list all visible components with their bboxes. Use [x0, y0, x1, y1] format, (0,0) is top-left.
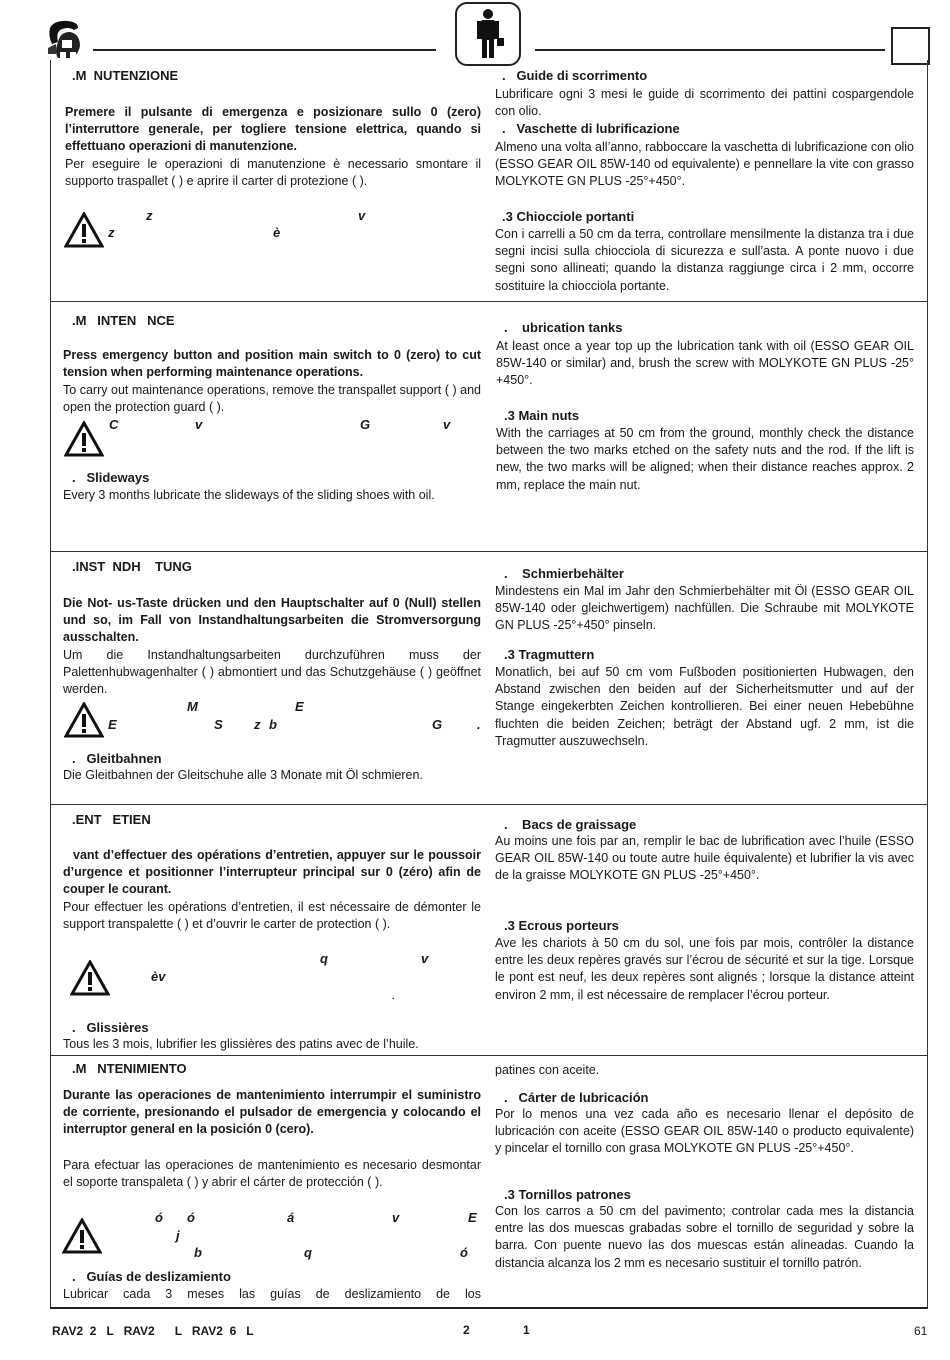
warning-text-it: Premere il pulsante di emergenza e posizionare sullo 0 (zero) l’interruttore generale, per togliere tensione elettrica, quando si effettuano operazioni di manutenzione.: [65, 105, 481, 154]
person-badge: [455, 2, 521, 66]
warning-text-es: Durante las operaciones de mantenimiento interrumpir el suministro de corriente, presionando el pulsador de emergencia y colocando el interruptor general en la posición 0 (cero).: [63, 1088, 481, 1137]
section-title-en: .M INTEN NCE: [72, 313, 175, 328]
nuts-title-es: .3 Tornillos patrones: [504, 1187, 631, 1202]
tanks-text-fr: Au moins une fois par an, remplir le bac de lubrification avec l’huile (ESSO GEAR OIL 85W-140 ou toute autre huile équivalente) et lubrifier la vis avec de la graisse MOLYKOTE GN PLUS -25°+450°.: [495, 834, 914, 883]
section-title-de: .INST NDH TUNG: [72, 559, 192, 574]
intro-text-fr: Pour effectuer les opérations d’entretien, il est nécessaire de démonter le support transpalette ( ) et d’ouvrir le carter de protection ( ).: [63, 900, 481, 932]
slideways-text-de: Die Gleitbahnen der Gleitschuhe alle 3 Monate mit Öl schmieren.: [63, 768, 423, 782]
warning-text-fr: vant d’effectuer des opérations d’entretien, appuyer sur le poussoir d’urgence et positionner l’interrupteur principal sur 0 (zéro) afin de couper le courant.: [63, 848, 481, 897]
nuts-text-en: With the carriages at 50 cm from the ground, monthly check the distance between the two marks etched on the safety nuts and the rod. If the lift is new, the two marks will be aligned; when their distance reaches approx. 2 mm, replace the main nut.: [496, 426, 914, 492]
frame-left: [50, 60, 51, 1308]
frame-bottom: [50, 1307, 928, 1309]
warning-fragment: v: [421, 951, 429, 966]
guides-title-it: . Guide di scorrimento: [502, 68, 648, 83]
header-rule-right: [535, 49, 885, 51]
tanks-title-es: . Cárter de lubricación: [504, 1090, 649, 1105]
warning-triangle-icon: [70, 960, 110, 996]
nuts-title-en: .3 Main nuts: [504, 408, 580, 423]
divider-4: [50, 1055, 928, 1056]
footer-models: RAV2 2 L RAV2 L RAV2 6 L: [52, 1324, 254, 1338]
slideways-text-fr: Tous les 3 mois, lubrifier les glissières des patins avec de l’huile.: [63, 1037, 419, 1051]
section-title-es: .M NTENIMIENTO: [72, 1061, 187, 1076]
intro-text-es: Para efectuar las operaciones de mantenimiento es necesario desmontar el soporte transpaleta ( ) y abrir el cárter de protección ( ).: [63, 1158, 481, 1190]
nuts-title-it: .3 Chiocciole portanti: [502, 209, 635, 224]
intro-text-it: Per eseguire le operazioni di manutenzione è necessario smontare il supporto traspallet ( ) e aprire il carter di protezione ( ).: [65, 157, 481, 189]
tanks-title-it: . Vaschette di lubrificazione: [502, 121, 680, 136]
warning-triangle-icon: [64, 702, 104, 738]
tanks-text-de: Mindestens ein Mal im Jahr den Schmierbehälter mit Öl (ESSO GEAR OIL 85W-140 oder gleichwertigem) nachfüllen. Die Schraube mit MOLYKOTE GN PLUS -25°+450° pinseln.: [495, 584, 914, 633]
warning-fragment: G: [360, 417, 371, 432]
warning-fragment: q: [304, 1245, 312, 1260]
nuts-title-fr: .3 Ecrous porteurs: [504, 918, 619, 933]
operator-figure-icon: [457, 4, 519, 64]
section-title-fr: .ENT ETIEN: [72, 812, 151, 827]
warning-fragment: ó: [187, 1210, 195, 1225]
slideways-title-en: . Slideways: [72, 470, 150, 485]
warning-triangle-icon: [62, 1218, 102, 1254]
slideways-title-es: . Guías de deslizamiento: [72, 1269, 231, 1284]
intro-text-en: To carry out maintenance operations, remove the transpallet support ( ) and open the protection guard ( ).: [63, 383, 481, 415]
warning-fragment: z: [254, 717, 261, 732]
divider-3: [50, 804, 928, 805]
header-rule-left: [93, 49, 436, 51]
warning-fragment: è: [273, 225, 281, 240]
tanks-title-fr: . Bacs de graissage: [504, 817, 637, 832]
intro-text-de: Um die Instandhaltungsarbeiten durchzuführen muss der Palettenhubwagenhalter ( ) abmontiert und das Schutzgehäuse ( ) geöffnet werden.: [63, 648, 481, 697]
warning-fragment: v: [392, 1210, 400, 1225]
warning-fragment: v: [358, 208, 366, 223]
slideways-text-es: Lubricar cada 3 meses las guías de deslizamiento de los: [63, 1287, 481, 1301]
warning-fragment: z: [146, 208, 153, 223]
warning-fragment: M: [187, 699, 198, 714]
guides-text-it: Lubrificare ogni 3 mesi le guide di scorrimento dei pattini cospargendole con olio.: [495, 87, 914, 119]
divider-1: [50, 301, 928, 302]
warning-triangle-icon: [64, 212, 104, 248]
tanks-title-de: . Schmierbehälter: [504, 566, 624, 581]
warning-fragment: á: [287, 1210, 295, 1225]
tanks-text-it: Almeno una volta all’anno, rabboccare la vaschetta di lubrificazione con olio (ESSO GEAR OIL 85W-140 od equivalente) e pennellare la vite con grasso MOLYKOTE GN PLUS -25°+450°.: [495, 140, 915, 189]
slideways-cont-es: patines con aceite.: [495, 1063, 600, 1077]
warning-text-en: Press emergency button and position main switch to 0 (zero) to cut tension when performing maintenance operations.: [63, 348, 481, 380]
warning-fragment: .: [392, 987, 396, 1002]
warning-fragment: ó: [460, 1245, 468, 1260]
warning-fragment: E: [468, 1210, 477, 1225]
warning-fragment: b: [269, 717, 277, 732]
logo: [44, 18, 86, 62]
footer-mark-left: 2: [463, 1323, 470, 1337]
tanks-text-en: At least once a year top up the lubrication tank with oil (ESSO GEAR OIL 85W-140 or similar) and, brush the screw with MOLYKOTE GN PLUS -25°+450°.: [496, 339, 914, 388]
warning-fragment: G: [432, 717, 443, 732]
nuts-text-de: Monatlich, bei auf 50 cm vom Fußboden positionierten Hubwagen, den Abstand zwischen den beiden auf der Sicherheitsmutter und auf der Stange eingekerbten Zeichen kontrollieren. Bei einer neuen Hebebühne fluchten die beiden Zeichen; beträgt der Abstand ugf. 2 mm, ist die Tragmutter auszuwechseln.: [495, 665, 914, 748]
tanks-text-es: Por lo menos una vez cada año es necesario llenar el depósito de lubricación con aceite (ESSO GEAR OIL 85W-140 o producto equivalente) y pincelar el tornillo con grasa MOLYKOTE GN PLUS -25°+450°.: [495, 1107, 914, 1156]
warning-fragment: v: [443, 417, 451, 432]
warning-text-de: Die Not- us-Taste drücken und den Hauptschalter auf 0 (Null) stellen und so, im Fall von Instandhaltungsarbeiten die Stromversorgung ausschalten.: [63, 596, 481, 645]
divider-2: [50, 551, 928, 552]
nuts-title-de: .3 Tragmuttern: [504, 647, 595, 662]
warning-fragment: .: [477, 717, 481, 732]
warning-fragment: E: [295, 699, 304, 714]
mechanic-head-logo-icon: [44, 18, 86, 62]
warning-fragment: v: [195, 417, 203, 432]
warning-fragment: èv: [151, 969, 166, 984]
warning-fragment: C: [109, 417, 119, 432]
section-title-it: .M NUTENZIONE: [72, 68, 179, 83]
slideways-title-de: . Gleitbahnen: [72, 751, 162, 766]
warning-fragment: b: [194, 1245, 202, 1260]
warning-fragment: z: [108, 225, 115, 240]
page-number: 61: [914, 1324, 928, 1338]
warning-fragment: j: [176, 1228, 180, 1243]
tanks-title-en: . ubrication tanks: [504, 320, 623, 335]
warning-fragment: ó: [155, 1210, 163, 1225]
slideways-title-fr: . Glissières: [72, 1020, 149, 1035]
warning-fragment: S: [214, 717, 223, 732]
footer-mark-right: 1: [523, 1323, 530, 1337]
nuts-text-fr: Ave les chariots à 50 cm du sol, une fois par mois, contrôler la distance entre les deux repères gravés sur l’écrou de sécurité et sur la tige. Lorsque le pont est neuf, les deux repères sont alignés ; lorsque la distance atteint environ 2 mm, il est nécessaire de remplacer l’écrou porteur.: [495, 936, 914, 1002]
nuts-text-es: Con los carros a 50 cm del pavimento; controlar cada mes la distancia entre las dos muescas grabadas sobre el tornillo de seguridad y sobre la barra. Con puente nuevo las dos muescas están alineadas. Cuando la distancia alcanza los 2 mm es necesario sustituir el tornillo patrón.: [495, 1204, 914, 1270]
header-box: [891, 27, 930, 65]
nuts-text-it: Con i carrelli a 50 cm da terra, controllare mensilmente la distanza tra i due segni incisi sulla chiocciola di sicurezza e sull’asta. A ponte nuovo i due segni sono allineati; quando la distanza raggiunge circa i 2 mm, occorre sostituire la chiocciola portante.: [495, 227, 914, 293]
frame-right: [927, 60, 928, 1308]
slideways-text-en: Every 3 months lubricate the slideways of the sliding shoes with oil.: [63, 488, 435, 502]
warning-fragment: q: [320, 951, 328, 966]
warning-fragment: E: [108, 717, 117, 732]
warning-triangle-icon: [64, 421, 104, 457]
